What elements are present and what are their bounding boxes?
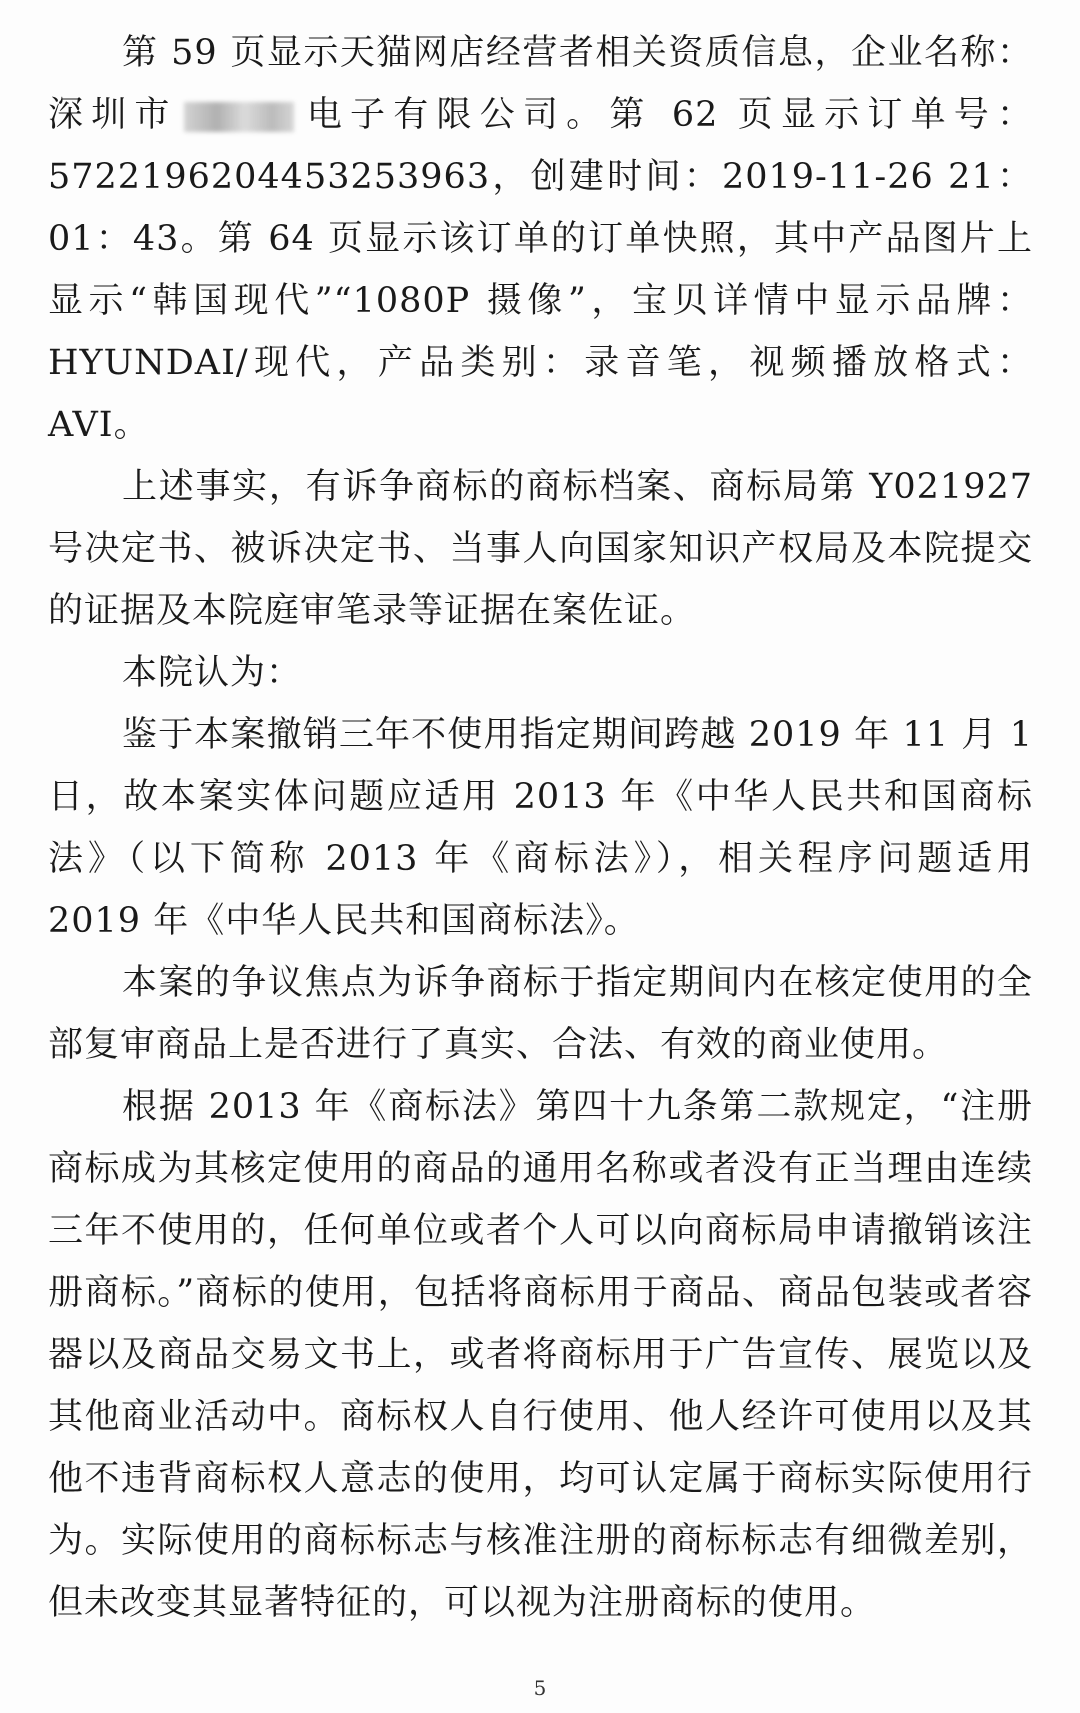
paragraph-evidence-details <box>48 22 1033 456</box>
paragraph-legal-provision: 根据 2013 年《商标法》第四十九条第二款规定，“注册商标成为其核定使用的商品的通用名称或者没有正当理由连续三年不使用的，任何单位或者个人可以向商标局申请撤销该注册商标。”商标的使用，包括将商标用于商品、商品包装或者容器以及商品交易文书上，或者将商标用于广告宣传、展览以及其他商业活动中。商标权人自行使用、他人经许可使用以及其他不违背商标权人意志的使用，均可认定属于商标实际使用行为。实际使用的商标标志与核准注册的商标标志有细微差别，但未改变其显著特征的，可以视为注册商标的使用。 <box>48 1087 1033 1623</box>
paragraph-dispute-focus: 本案的争议焦点为诉争商标于指定期间内在核定使用的全部复审商品上是否进行了真实、合法、有效的商业使用。 <box>48 963 1033 1065</box>
paragraph-evidence-details-part2: 电子有限公司。第 62 页显示订单号：5722196204453253963，创建时间：2019-11-26 21：01：43。第 64 页显示该订单的订单快照，其中产品图片上显示“韩国现代”“1080P 摄像”，宝贝详情中显示品牌：HYUNDAI/现代，产品类别：录音笔，视频播放格式：AVI。 <box>48 95 1033 445</box>
paragraph-court-opinion-heading: 本院认为： <box>122 653 303 693</box>
page-number: 5 <box>533 1676 547 1700</box>
document-body <box>48 22 1033 1634</box>
paragraph-evidence-details-part1: 第 59 页显示天猫网店经营者相关资质信息，企业名称：深圳市 <box>48 33 1033 135</box>
paragraph-facts-evidence: 上述事实，有诉争商标的商标档案、商标局第 Y021927 号决定书、被诉决定书、当事人向国家知识产权局及本院提交的证据及本院庭审笔录等证据在案佐证。 <box>48 467 1033 631</box>
redacted-company-name <box>184 102 294 132</box>
paragraph-applicable-law: 鉴于本案撤销三年不使用指定期间跨越 2019 年 11 月 1 日，故本案实体问题应适用 2013 年《中华人民共和国商标法》（以下简称 2013 年《商标法》），相关程序问题适用 2019 年《中华人民共和国商标法》。 <box>48 715 1033 941</box>
